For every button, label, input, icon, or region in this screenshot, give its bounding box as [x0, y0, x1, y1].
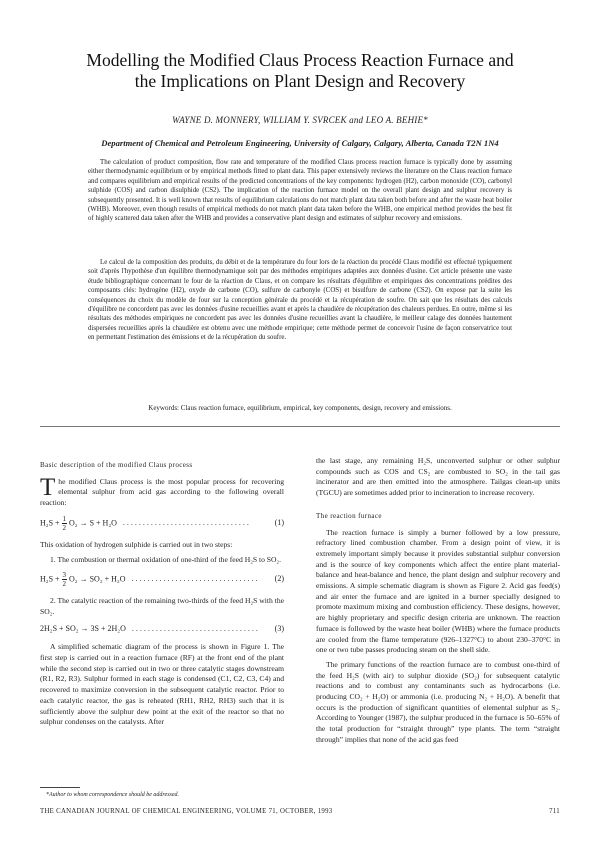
author-list: WAYNE D. MONNERY, WILLIAM Y. SVRCEK and LEO A. BEHIE*: [172, 115, 428, 125]
step-1-paragraph: 1. The combustion or thermal oxidation of one-third of the feed H₂S to SO₂.: [50, 554, 282, 564]
equation-3: [40, 624, 284, 635]
oxidation-paragraph: This oxidation of hydrogen sulphide is carried out in two steps:: [40, 539, 233, 549]
article-title: [40, 50, 560, 92]
abstract-english: The calculation of product composition, flow rate and temperature of the modified Claus process reaction furnace is typically done by assuming either thermodynamic equilibrium or by empirical methods fitted to plant data. This paper extensively reviews the literature on the Claus reaction furnace and compares equilibrium and empirical results of the predicted concentrations of the key components: hydrogen (H2), carbon monoxide (CO), carbonyl sulphide (COS) and carbon disulphide (CS2). The implication of the reaction furnace model on the overall plant design and sulphur recovery is subsequently presented. It is well known that results of equilibrium calculations do not match plant data taken both before and after the waste heat boiler (WHB). Moreover, even though results of empirical methods do not match plant data taken before the WHB, one empirical method provides the best fit of highly scattered data taken after the WHB and provides a conservative plant design and estimates of sulphur recovery and emissions.: [88, 159, 512, 223]
eq1-right: O₂ → S + H₂O: [69, 518, 117, 528]
footnote-rule: [40, 787, 80, 788]
journal-citation: THE CANADIAN JOURNAL OF CHEMICAL ENGINEERING, VOLUME 71, OCTOBER, 1993: [40, 808, 333, 815]
furnace-paragraph-1: The reaction furnace is simply a burner followed by a low pressure, refractory lined combustion chamber. From a design point of view, it is extremely important simply because it provides substantial sulphur conversion and is the source of key components which affect the entire plant material-balance and heat-balance and hence, the plant design and sulphur recovery and emissions. A simple schematic diagram is shown as Figure 2. Acid gas feed(s) and air enter the furnace and are ignited in a burner specially designed to promote maximum mixing and combustion efficiency. These designs, however, are highly proprietary and specific design criteria are unknown. The reaction furnace is followed by the waste heat boiler (WHB) where the furnace products are cooled from the flame temperature (926–1327°C) to about 230–370°C in one or two tube passes producing steam on the shell side.: [316, 527, 560, 655]
page-footer: [40, 808, 560, 815]
keywords: Keywords: Claus reaction furnace, equilibrium, empirical, key components, design, recovery and emissions.: [148, 404, 452, 412]
eq1-fraction: [62, 515, 68, 532]
footnote: [40, 792, 284, 798]
drop-cap: T: [40, 473, 56, 501]
page-number: 711: [549, 808, 560, 815]
affiliation: Department of Chemical and Petroleum Engineering, University of Calgary, Calgary, Alberta, Canada T2N 1N4: [101, 138, 499, 148]
furnace-paragraph-2: The primary functions of the reaction furnace are to combust one-third of the feed H₂S (with air) to sulphur dioxide (SO₂) for subsequent catalytic reactions and to combust any contaminants such as hydrocarbons (i.e. producing CO₂ + H₂O) or ammonia (i.e. producing N₂ + H₂O). A benefit that occurs is the production of significant quantities of elemental sulphur as S₂. According to Younger (1987), the sulphur produced in the furnace is 50–65% of the total production for “straight through” type plants. The term “straight through” implies that none of the acid gas feed: [316, 659, 560, 744]
continued-paragraph: the last stage, any remaining H₂S, unconverted sulphur or other sulphur compounds such as COS and CS₂ are combusted to SO₂ in the tail gas incinerator and are then emitted into the atmosphere. Tailgas clean-up units (TGCU) are sometimes added prior to incineration to increase recovery.: [316, 456, 560, 498]
footnote-mark: *: [46, 792, 49, 798]
eq2-right: O₂ → SO₂ + H₂O: [69, 574, 126, 584]
eq2-frac-den: 2: [62, 580, 67, 589]
title-line-1: Modelling the Modified Claus Process Reaction Furnace and: [86, 50, 514, 70]
title-line-2: the Implications on Plant Design and Recovery: [134, 71, 466, 91]
leader-dots: [132, 624, 271, 635]
section-heading-claus: Basic description of the modified Claus process: [40, 461, 193, 469]
eq1-frac-num: 1: [62, 514, 67, 523]
eq2-fraction: [62, 571, 68, 588]
abstract-french: Le calcul de la composition des produits, du débit et de la température du four lors de la réaction du procédé Claus modifié est effectué typiquement soit d'après l'hypothèse d'un équilibre thermodynamique soit par des méthodes empiriques adaptées aux données d'usine. Cet article présente une vaste étude bibliographique concernant le four de la réaction de Claus, et on compare les résultats d'équilibre et empiriques des concentrations prédites des composants clés: hydrogène (H2), oxyde de carbone (CO), sulfure de carbonyle (COS) et bisulfure de carbone (CS2). On expose par la suite les conséquences du choix du modèle de four sur la conception générale du procédé et la récupération de soufre. On sait que les résultats des calculs d'équilibre ne concordent pas avec les données d'usine recueillies avant et après la chaudière de récupération des chaleurs perdues. En outre, même si les résultats des méthodes empiriques ne concordent pas avec les données d'usine recueillies avant la chaudière, le meilleur calage des données hautement dispersées recueillies après la chaudière est obtenu avec une méthode empirique; cette méthode permet de concevoir l'usine de façon conservatrice tout en permettant l'estimation des émissions et de la récupération du soufre.: [88, 259, 512, 342]
intro-text: he modified Claus process is the most popular process for recovering elemental sulphur from acid gas according to the following overall reaction:: [40, 476, 284, 508]
footnote-area: [40, 787, 284, 798]
leader-dots: [131, 574, 270, 585]
equation-1: [40, 515, 284, 532]
eq2-number: (2): [274, 574, 284, 584]
section-divider: [40, 426, 560, 427]
eq3-body: 2H₂S + SO₂ → 3S + 2H₂O: [40, 623, 126, 633]
left-column: [40, 460, 284, 732]
right-column: [316, 456, 560, 750]
eq2-left: H₂S +: [40, 574, 60, 584]
schematic-paragraph: A simplified schematic diagram of the process is shown in Figure 1. The first step is carried out in a reaction furnace (RF) at the front end of the plant while the second step is carried out in two or three catalytic stages downstream (R1, R2, R3). Sulphur formed in each stage is condensed (C1, C2, C3, C4) and recovered to maximize conversion in the subsequent catalytic reactor. Prior to each catalytic reactor, the gas is reheated (RH1, RH2, RH3) such that it is sufficiently above the sulphur dew point at the exit of the reactor so that no sulphur condenses on the catalysts. After: [40, 642, 284, 727]
section-heading-furnace: The reaction furnace: [316, 511, 382, 520]
eq2-frac-num: 3: [62, 571, 67, 580]
eq3-number: (3): [274, 623, 284, 633]
eq1-left: H₂S +: [40, 518, 60, 528]
eq1-frac-den: 2: [62, 523, 67, 532]
eq1-number: (1): [274, 517, 284, 527]
equation-2: [40, 571, 284, 588]
footnote-text: Author to whom correspondence should be addressed.: [49, 792, 180, 798]
leader-dots: [123, 518, 271, 529]
step-2-paragraph: 2. The catalytic reaction of the remaining two-thirds of the feed H₂S with the SO₂.: [40, 596, 284, 616]
intro-paragraph: [40, 473, 284, 509]
